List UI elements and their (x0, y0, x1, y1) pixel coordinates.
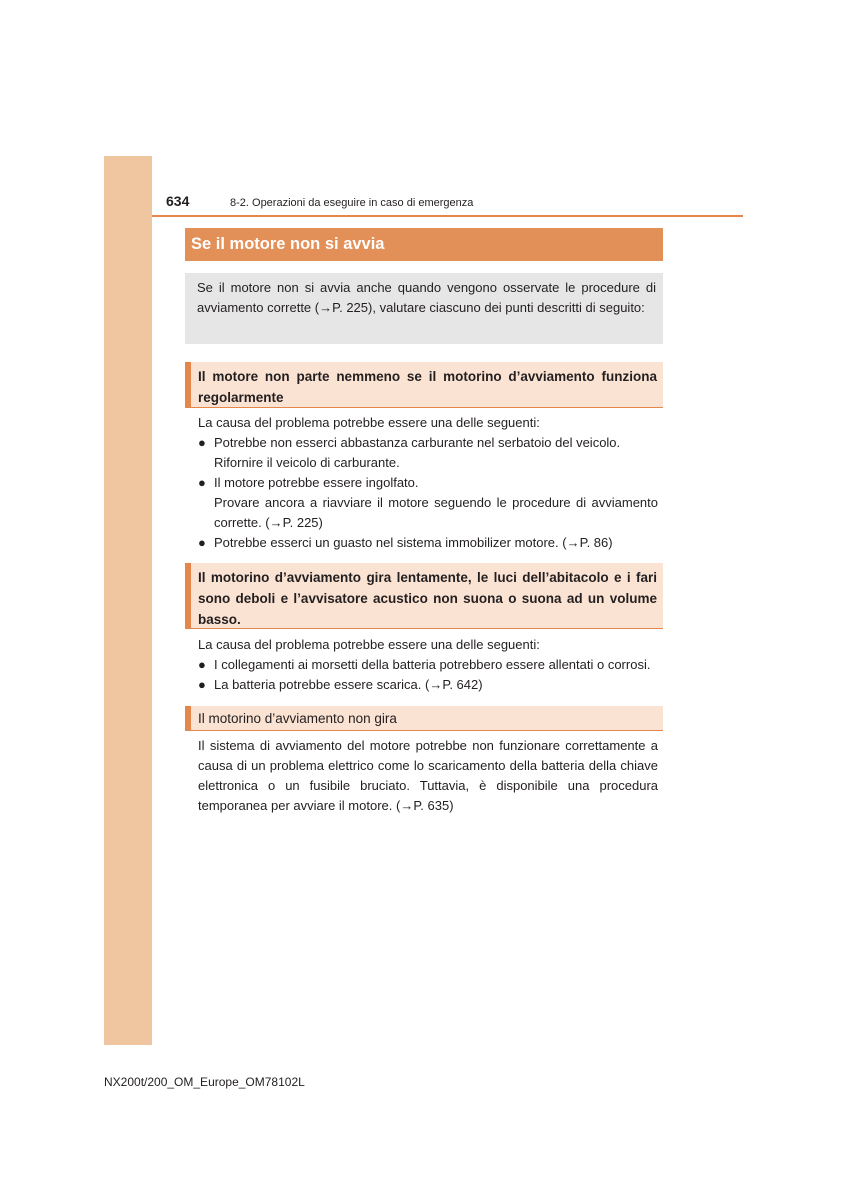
subsection-body-2 (198, 635, 658, 695)
list-item-text: Potrebbe non esserci abbastanza carburante nel serbatoio del veicolo. (214, 435, 621, 450)
subsection-body-3: Il sistema di avviamento del motore potrebbe non funzionare correttamente a causa di un problema elettrico come lo scaricamento della batteria della chiave elettronica o un fusibile bruciato. Tuttavia, è disponibile una procedura temporanea per avviare il motore. (→P. 635) (198, 738, 658, 813)
list-item-text: La batteria potrebbe essere scarica. (→P. 642) (214, 677, 483, 692)
chapter-title: 8-2. Operazioni da eseguire in caso di emergenza (230, 197, 474, 209)
subsection-body-1 (198, 413, 658, 553)
list-item (198, 655, 658, 675)
list-item-text: Il motore potrebbe essere ingolfato. (214, 475, 419, 490)
document-code: NX200t/200_OM_Europe_OM78102L (104, 1075, 305, 1089)
list-item (198, 675, 658, 695)
section-title: Se il motore non si avvia (185, 228, 663, 261)
page-number: 634 (166, 193, 190, 209)
list-item-action: Rifornire il veicolo di carburante. (214, 455, 400, 470)
list-item (198, 433, 658, 473)
list-item (198, 473, 658, 533)
list-item-text: Potrebbe esserci un guasto nel sistema immobilizer motore. (→P. 86) (214, 535, 613, 550)
header-rule (152, 215, 743, 217)
bullet-icon: ● (198, 475, 206, 490)
intro-box: Se il motore non si avvia anche quando vengono osservate le procedure di avviamento corrette (→P. 225), valutare ciascuno dei punti descritti di seguito: (185, 273, 663, 344)
chapter-side-tab (104, 156, 152, 1045)
bullet-icon: ● (198, 535, 206, 550)
list-item-text: I collegamenti ai morsetti della batteria potrebbero essere allentati o corrosi. (214, 657, 651, 672)
list-item (198, 533, 658, 553)
bullet-icon: ● (198, 435, 206, 450)
subsection-heading-3: Il motorino d’avviamento non gira (185, 706, 663, 731)
subsection-heading-1: Il motore non parte nemmeno se il motorino d’avviamento funziona regolarmente (185, 362, 663, 408)
cause-lead: La causa del problema potrebbe essere una delle seguenti: (198, 415, 540, 430)
cause-lead: La causa del problema potrebbe essere una delle seguenti: (198, 637, 540, 652)
list-item-action: Provare ancora a riavviare il motore seguendo le procedure di avviamento corrette. (→P. 225) (214, 495, 658, 530)
bullet-icon: ● (198, 657, 206, 672)
bullet-icon: ● (198, 677, 206, 692)
subsection-heading-2: Il motorino d’avviamento gira lentamente, le luci dell’abitacolo e i fari sono deboli e l’avvisatore acustico non suona o suona ad un volume basso. (185, 563, 663, 629)
